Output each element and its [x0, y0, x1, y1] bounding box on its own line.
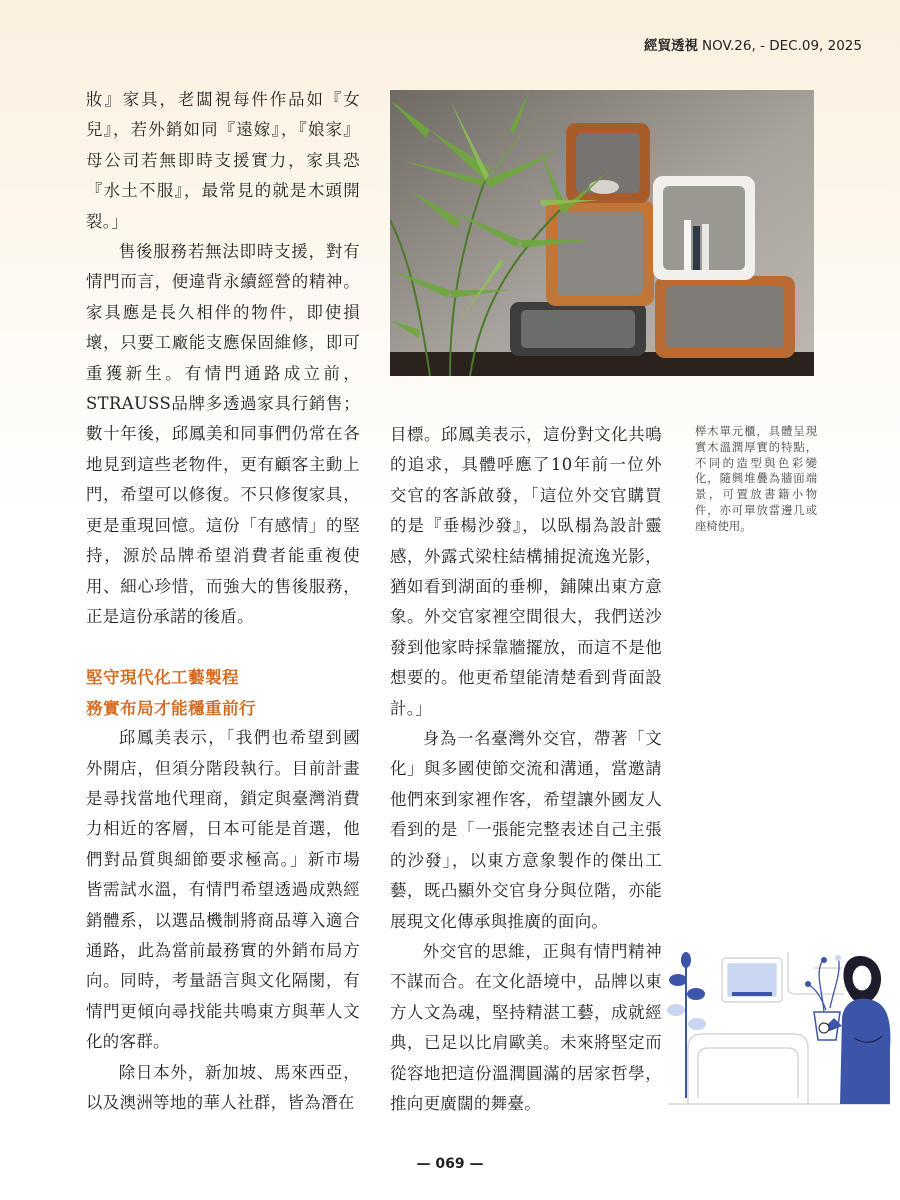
- page-number: — 069 —: [416, 1156, 484, 1172]
- paragraph: 妝』家具，老闆視每件作品如『女兒』，若外銷如同『遠嫁』，『娘家』母公司若無即時支援實力，家具恐『水土不服』，最常見的就是木頭開裂。」: [86, 90, 360, 231]
- paragraph: 邱鳳美表示，「我們也希望到國外開店，但須分階段執行。目前計畫是尋找當地代理商，鎖定與臺灣消費力相近的客層，日本可能是首選，他們對品質與細節要求極高。」新市場皆需試水溫，有情門希望透過成熟經銷體系，以選品機制將商品導入適合通路，此為當前最務實的外銷布局方向。同時，考量語言與文化隔閡，有情門更傾向尋找能共鳴東方與華人文化的客群。: [86, 728, 360, 1052]
- paragraph: 外交官的思維，正與有情門精神不謀而合。在文化語境中，品牌以東方人文為魂，堅持精湛工藝，成就經典，已足以比肩歐美。未來將堅定而從容地把這份溫潤圓滿的居家哲學，推向更廣闊的舞臺。: [390, 941, 662, 1113]
- section-heading-line2: 務實布局才能穩重前行: [86, 697, 256, 718]
- paragraph: 目標。邱鳳美表示，這份對文化共鳴的追求，具體呼應了10年前一位外交官的客訴啟發，「這位外交官購買的是『垂楊沙發』，以臥榻為設計靈感，外露式梁柱結構捕捉流逸光影，猶如看到湖面的垂柳，鋪陳出東方意象。外交官家裡空間很大，我們送沙發到他家時採靠牆擺放，而這不是他想要的。他更希望能清楚看到背面設計。」: [390, 425, 662, 718]
- section-heading-line1: 堅守現代化工藝製程: [86, 667, 239, 688]
- paragraph: 售後服務若無法即時支援，對有情門而言，便違背永續經營的精神。家具應是長久相伴的物件，即使損壞，只要工廠能支應保固維修，即可重獲新生。有情門通路成立前，STRAUSS品牌多透過家具行銷售；數十年後，邱鳳美和同事們仍常在各地見到這些老物件，更有顧客主動上門，希望可以修復。不只修復家具，更是重現回憶。這份「有感情」的堅持，源於品牌希望消費者能重複使用、細心珍惜，而強大的售後服務，正是這份承諾的後盾。: [86, 242, 360, 626]
- photo-caption: 榉木單元櫃，具體呈現實木溫潤厚實的特點，不同的造型與色彩變化，隨興堆疊為牆面端景，可置放書籍小物件，亦可單放當邊几或座椅使用。: [695, 425, 817, 533]
- running-header: [644, 34, 862, 54]
- woman-with-plant-illustration: [664, 948, 894, 1106]
- left-text-column: [86, 85, 360, 1118]
- issue-date: NOV.26, - DEC.09, 2025: [702, 38, 862, 54]
- paragraph: 除日本外，新加坡、馬來西亞，以及澳洲等地的華人社群，皆為潛在: [86, 1062, 360, 1112]
- cabinet-photo: [390, 90, 814, 376]
- magazine-name: 經貿透視: [644, 38, 699, 54]
- paragraph: 身為一名臺灣外交官，帶著「文化」與多國使節交流和溝通，當邀請他們來到家裡作客，希望讓外國友人看到的是「一張能完整表述自己主張的沙發」，以東方意象製作的傑出工藝，既凸顯外交官身分與位階，亦能展現文化傳承與推廣的面向。: [390, 729, 662, 931]
- middle-text-column: [390, 420, 662, 1119]
